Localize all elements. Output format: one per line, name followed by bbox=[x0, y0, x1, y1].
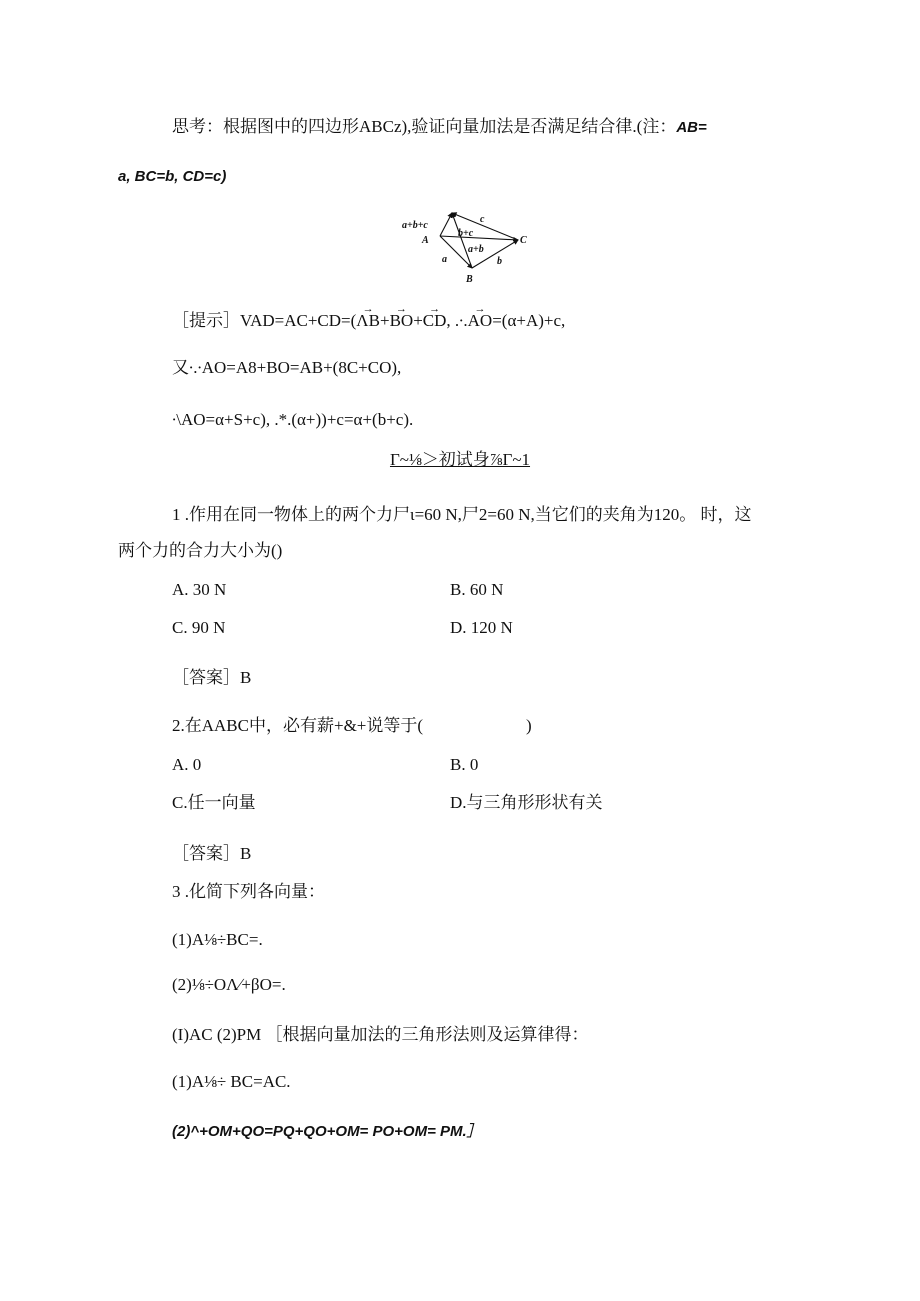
hint-vector-2: → BO bbox=[390, 310, 414, 332]
label-c: c bbox=[480, 214, 485, 225]
hint-line-1 bbox=[172, 310, 565, 332]
thinking-line-1 bbox=[172, 116, 707, 139]
q3-solution-2: (2)^+OM+QO=PQ+QO+OM= PO+OM= PM.］ bbox=[172, 1123, 482, 1140]
q2-option-a: A. 0 bbox=[172, 755, 202, 774]
q2-answer: ［答案］B bbox=[172, 844, 252, 863]
q1-answer: ［答案］B bbox=[172, 668, 252, 687]
hint-plus-2: + bbox=[413, 311, 423, 330]
q2-option-b: B. 0 bbox=[450, 755, 479, 774]
label-a-plus-b-plus-c: a+b+c bbox=[402, 220, 428, 231]
q3-text: 3 .化简下列各向量： bbox=[172, 882, 325, 901]
label-a-plus-b: a+b bbox=[468, 244, 484, 255]
q2-paren-close: ) bbox=[526, 716, 532, 735]
q3-sub-2: (2)⅛÷OΛ∕+βO=. bbox=[172, 975, 286, 994]
q2-text: 2.在AABC中，必有薪+&+说等于( bbox=[172, 716, 424, 735]
thinking-text: 思考：根据图中的四边形ABCz),验证向量加法是否满足结合律.(注： bbox=[172, 117, 677, 136]
q1-option-c: C. 90 N bbox=[172, 618, 226, 637]
label-point-a: A bbox=[422, 235, 429, 246]
vector-ad bbox=[440, 213, 452, 236]
q1-option-a: A. 30 N bbox=[172, 580, 227, 599]
hint-mid: , .∙. bbox=[446, 311, 468, 330]
vector-bd bbox=[452, 213, 472, 268]
q3-solution-1: (1)A⅛÷ BC=AC. bbox=[172, 1072, 291, 1091]
q1-text-line-1: 1 .作用在同一物体上的两个力尸ι=60 N,尸2=60 N,当它们的夹角为120。 时，这 bbox=[172, 505, 752, 524]
q2-option-d: D.与三角形形状有关 bbox=[450, 793, 603, 812]
section-title bbox=[0, 449, 920, 471]
hint-prefix: ［提示］VAD=AC+CD=( bbox=[172, 311, 357, 330]
thinking-line-2: a, BC=b, CD=c) bbox=[118, 168, 227, 185]
q1-option-d: D. 120 N bbox=[450, 618, 513, 637]
q3-solution: (I)AC (2)PM ［根据向量加法的三角形法则及运算律得： bbox=[172, 1025, 589, 1044]
hint-line-3: ∙\AO=α+S+c), .*.(α+))+c=α+(b+c). bbox=[172, 410, 414, 429]
q3-sub-1: (1)A⅛÷BC=. bbox=[172, 930, 263, 949]
hint-vector-1: → ΛB bbox=[356, 310, 380, 332]
q1-text-line-2: 两个力的合力大小为() bbox=[118, 541, 283, 560]
vector-ac bbox=[440, 236, 518, 240]
q1-option-b: B. 60 N bbox=[450, 580, 504, 599]
hint-line-2: 又∙.∙AO=A8+BO=AB+(8C+CO), bbox=[172, 358, 402, 377]
hint-vector-4: → AO bbox=[468, 310, 493, 332]
section-title-text: Γ~⅛＞初试身⅞Γ~1 bbox=[389, 450, 531, 469]
hint-vector-3: → CD bbox=[423, 310, 447, 332]
label-a: a bbox=[442, 254, 447, 265]
label-b: b bbox=[497, 256, 502, 267]
q2-option-c: C.任一向量 bbox=[172, 793, 256, 812]
thinking-note-italic: AB= bbox=[676, 119, 707, 136]
hint-plus-1: + bbox=[379, 311, 390, 330]
hint-end: =(α+A)+c, bbox=[492, 311, 566, 330]
label-b-plus-c: b+c bbox=[458, 228, 474, 239]
label-point-c: C bbox=[520, 235, 527, 246]
label-point-b: B bbox=[466, 274, 473, 285]
vector-quadrilateral-figure bbox=[400, 208, 532, 288]
